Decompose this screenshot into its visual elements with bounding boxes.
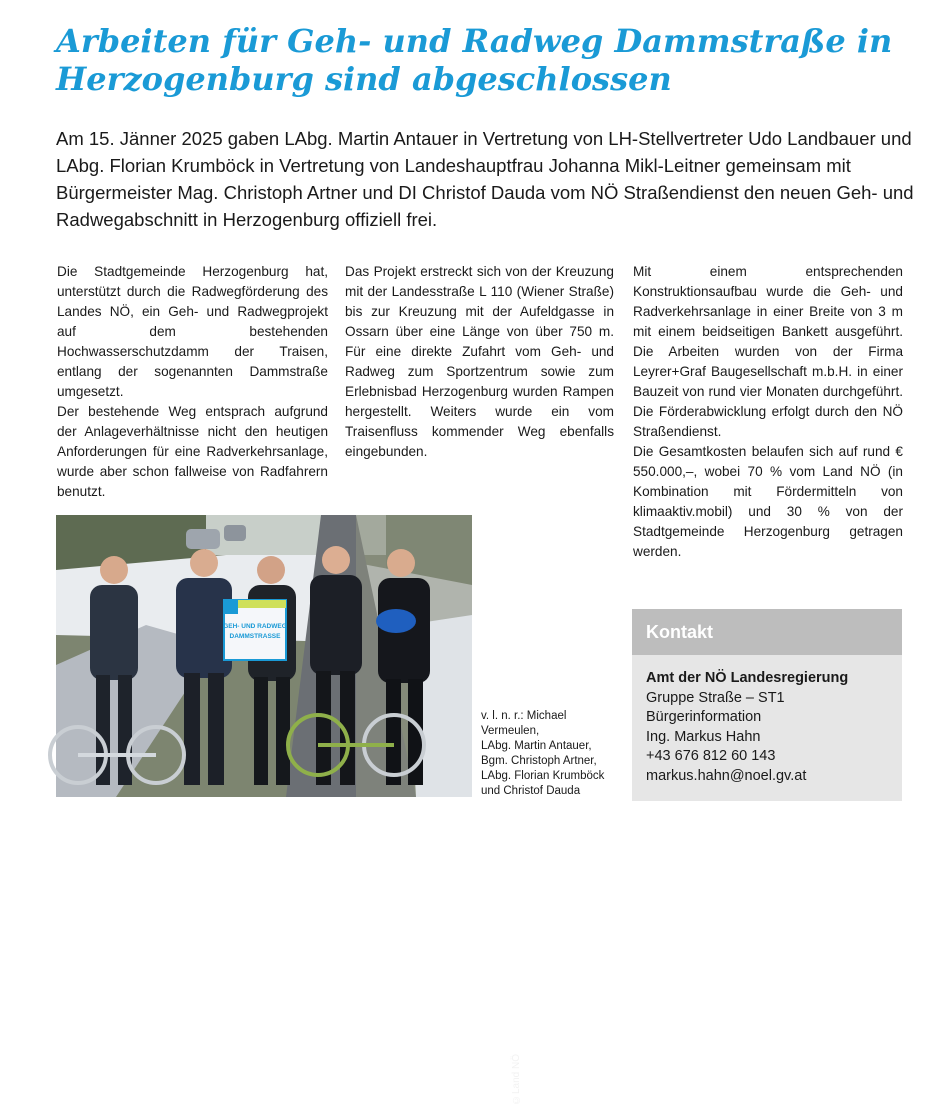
- caption-line: Bgm. Christoph Artner,: [481, 755, 597, 767]
- text-column-3: [633, 262, 903, 562]
- contact-box: [632, 609, 902, 801]
- article-lead: Am 15. Jänner 2025 gaben LAbg. Martin Antauer in Vertretung von LH-Stellvertreter Udo Landbauer und LAbg. Florian Krumböck in Vertretung von Landeshauptfrau Johanna Mikl-Leitner gemeinsam mit Bürgermeister Mag. Christoph Artner und DI Christof Dauda vom NÖ Straßendienst den neuen Geh- und Radwegabschnitt in Herzogenburg offiziell frei.: [56, 128, 914, 230]
- sign-text-line-1: GEH- UND RADWEG: [223, 623, 287, 630]
- paragraph: Der bestehende Weg entsprach aufgrund der Anlageverhältnisse nicht den heutigen Anforderungen für eine Radverkehrsanlage, wurde aber schon fallweise von Radfahrern benutzt.: [57, 404, 328, 499]
- caption-line: Vermeulen,: [481, 725, 540, 737]
- photo-caption: [481, 709, 621, 799]
- contact-phone[interactable]: +43 676 812 60 143: [646, 748, 776, 764]
- sign-text-line-2: DAMMSTRASSE: [229, 633, 281, 640]
- article-headline: [56, 22, 916, 98]
- caption-line: LAbg. Florian Krumböck: [481, 770, 605, 782]
- text-column-1: [57, 262, 328, 502]
- text-column-2: [345, 262, 614, 462]
- photo-credit: ©Land NÖ: [511, 1053, 522, 1105]
- headline-line-1: Arbeiten für Geh- und Radweg Dammstraße in: [56, 22, 893, 60]
- headline-line-2: Herzogenburg sind abgeschlossen: [56, 60, 672, 98]
- contact-details: [632, 655, 902, 786]
- contact-department: Gruppe Straße – ST1: [646, 689, 785, 706]
- contact-email-link[interactable]: markus.hahn@noel.gv.at: [646, 767, 807, 784]
- paragraph: Die Gesamtkosten belaufen sich auf rund € 550.000,–, wobei 70 % vom Land NÖ (in Kombination mit Fördermitteln von klimaaktiv.mobil) und 30 % von der Stadtgemeinde Herzogenburg getragen werden.: [633, 444, 903, 559]
- caption-line: LAbg. Martin Antauer,: [481, 740, 592, 752]
- paragraph: Das Projekt erstreckt sich von der Kreuzung mit der Landesstraße L 110 (Wiener Straße) bis zur Kreuzung mit der Aufeldgasse in Ossarn über eine Länge von über 750 m. Für eine direkte Zufahrt vom Geh- und Radweg zum Sportzentrum sowie zum Erlebnisbad Herzogenburg wurden Rampen hergestellt. Weiters wurde ein vom Traisenfluss kommender Weg ebenfalls eingebunden.: [345, 264, 614, 459]
- paragraph: Mit einem entsprechenden Konstruktionsaufbau wurde die Geh- und Radverkehrsanlage in einer Breite von 3 m mit einem beidseitigen Bankett ausgeführt. Die Arbeiten wurden von der Firma Leyrer+Graf Baugesellschaft m.b.H. in einer Bauzeit von rund vier Monaten durchgeführt. Die Förderabwicklung erfolgt durch den NÖ Straßendienst.: [633, 264, 903, 439]
- contact-organization: Amt der NÖ Landesregierung: [646, 670, 849, 686]
- photo-illustration: [56, 515, 472, 797]
- paragraph: Die Stadtgemeinde Herzogenburg hat, unterstützt durch die Radwegförderung des Landes NÖ, ein Geh- und Radwegprojekt auf dem bestehenden Hochwasserschutzdamm der Traisen, entlang der sogenannten Dammstraße umgesetzt.: [57, 264, 328, 399]
- contact-title: Kontakt: [632, 609, 902, 655]
- contact-person: Ing. Markus Hahn: [646, 728, 761, 745]
- caption-line: und Christof Dauda: [481, 785, 581, 797]
- caption-line: v. l. n. r.: Michael: [481, 710, 567, 722]
- contact-unit: Bürgerinformation: [646, 709, 762, 725]
